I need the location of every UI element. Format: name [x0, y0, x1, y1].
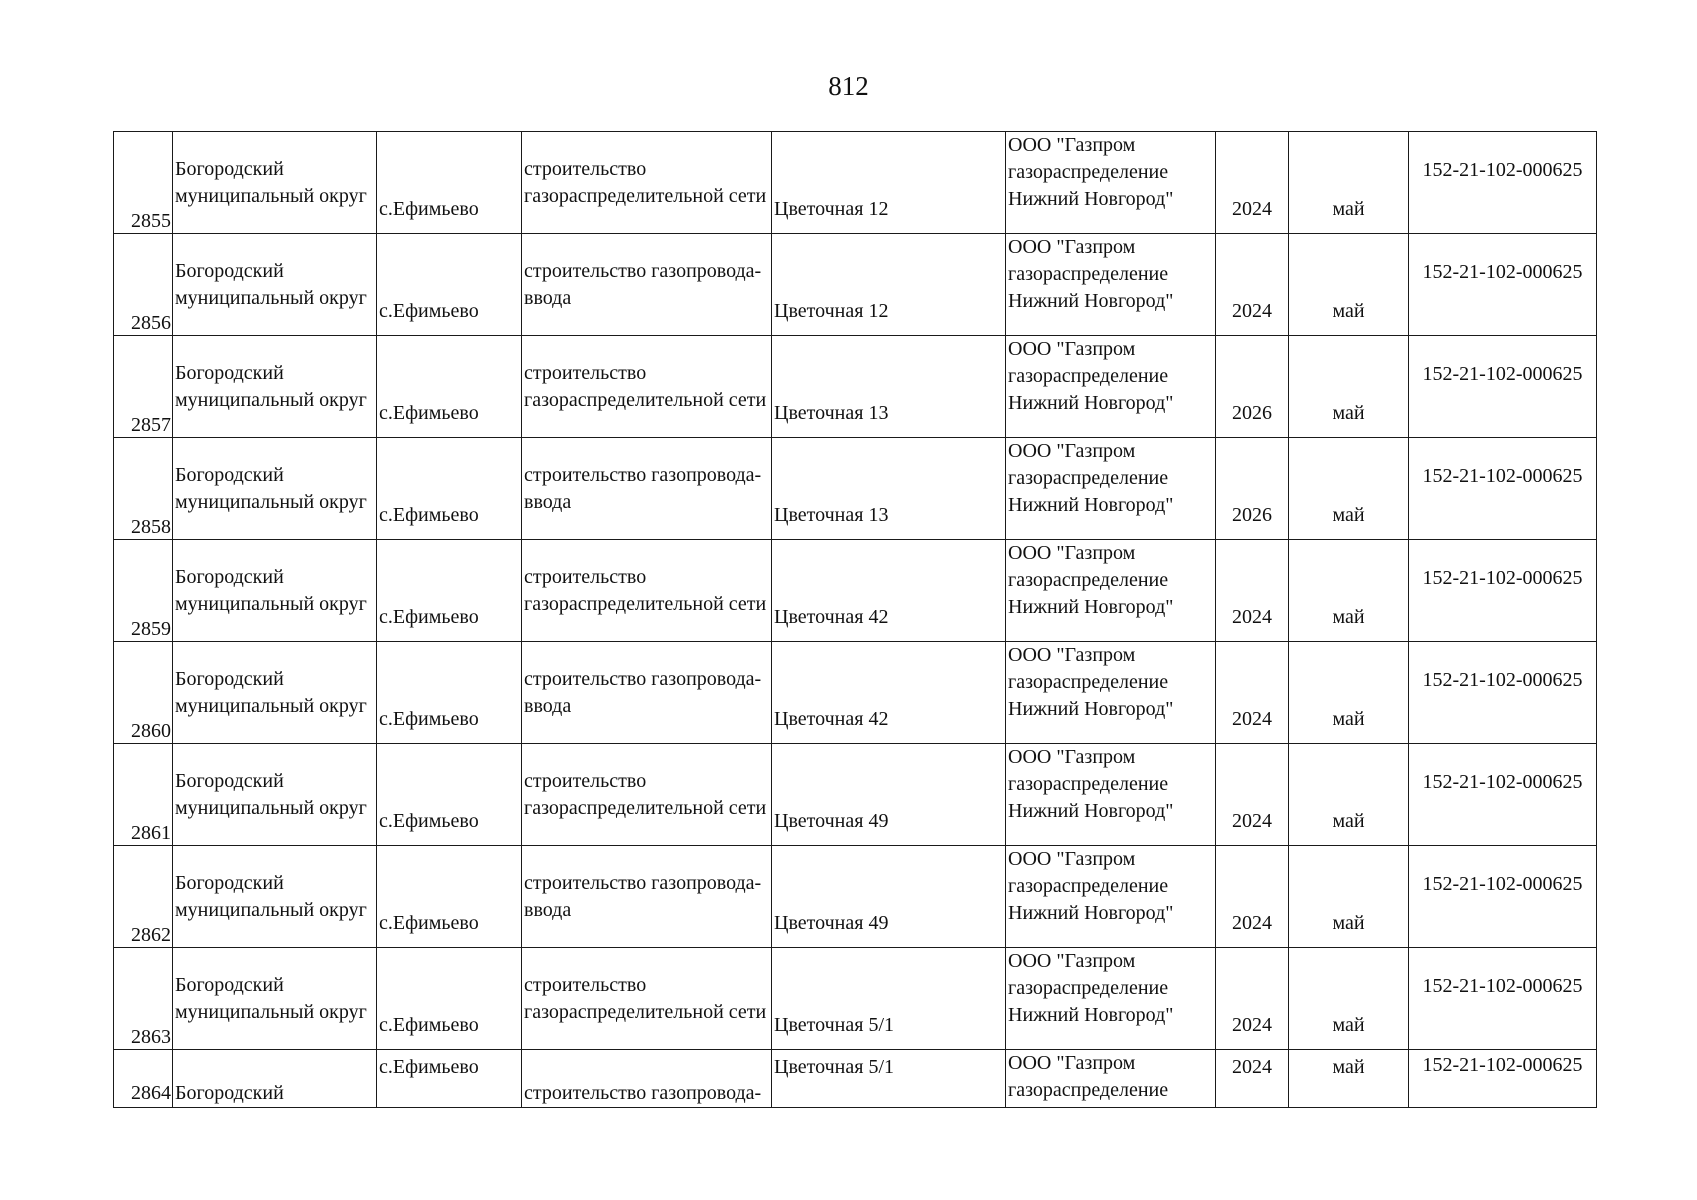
row-number-cell — [114, 642, 173, 744]
work-type-cell — [522, 234, 772, 336]
work-type-cell — [522, 336, 772, 438]
work-type-line: строительство — [524, 565, 647, 588]
month: май — [1332, 606, 1365, 628]
registry-code: 152-21-102-000625 — [1422, 669, 1583, 691]
organization-cell — [1006, 744, 1216, 846]
work-type-line: строительство — [524, 157, 647, 180]
registry-code: 152-21-102-000625 — [1422, 261, 1583, 283]
month-cell — [1289, 1050, 1409, 1108]
month-cell — [1289, 336, 1409, 438]
month-cell — [1289, 234, 1409, 336]
organization-line: ООО "Газпром — [1008, 338, 1136, 360]
street-address: Цветочная 5/1 — [774, 1056, 894, 1078]
settlement: с.Ефимьево — [379, 708, 479, 730]
settlement-cell — [377, 744, 522, 846]
organization-line: ООО "Газпром — [1008, 950, 1136, 972]
settlement-cell — [377, 1050, 522, 1108]
organization-line: Нижний Новгород" — [1008, 392, 1174, 414]
organization-cell — [1006, 642, 1216, 744]
row-number-cell — [114, 744, 173, 846]
district-line: Богородский — [175, 259, 284, 282]
work-type-cell — [522, 642, 772, 744]
month-cell — [1289, 846, 1409, 948]
district-cell — [173, 1050, 377, 1108]
year-cell — [1216, 336, 1289, 438]
district-cell — [173, 132, 377, 234]
code-cell — [1409, 948, 1597, 1050]
row-number: 2859 — [131, 618, 171, 640]
work-type-line: строительство газопровода- — [524, 259, 762, 282]
street-address: Цветочная 42 — [774, 606, 889, 628]
table-row — [114, 234, 1597, 336]
organization-cell — [1006, 132, 1216, 234]
settlement-cell — [377, 438, 522, 540]
street-address: Цветочная 5/1 — [774, 1014, 894, 1036]
street-address: Цветочная 12 — [774, 300, 889, 322]
row-number: 2861 — [131, 822, 171, 844]
district-line: Богородский — [175, 871, 284, 894]
month-cell — [1289, 744, 1409, 846]
code-cell — [1409, 1050, 1597, 1108]
work-type-cell — [522, 744, 772, 846]
settlement-cell — [377, 336, 522, 438]
year: 2024 — [1232, 1014, 1272, 1036]
work-type-cell — [522, 948, 772, 1050]
row-number: 2856 — [131, 312, 171, 334]
organization-line: ООО "Газпром — [1008, 542, 1136, 564]
year-cell — [1216, 438, 1289, 540]
organization-line: газораспределение — [1008, 977, 1169, 999]
district-line: Богородский — [175, 769, 284, 792]
settlement-cell — [377, 642, 522, 744]
organization-line: газораспределение — [1008, 875, 1169, 897]
month: май — [1332, 708, 1365, 730]
month-cell — [1289, 438, 1409, 540]
organization-line: ООО "Газпром — [1008, 848, 1136, 870]
district-cell — [173, 540, 377, 642]
street-address: Цветочная 12 — [774, 198, 889, 220]
work-type-line: газораспределительной сети — [524, 184, 767, 207]
work-type-cell — [522, 540, 772, 642]
year-cell — [1216, 234, 1289, 336]
settlement: с.Ефимьево — [379, 606, 479, 628]
street-cell — [772, 336, 1006, 438]
street-cell — [772, 438, 1006, 540]
work-type-line: строительство — [524, 973, 647, 996]
organization-line: ООО "Газпром — [1008, 440, 1136, 462]
code-cell — [1409, 234, 1597, 336]
row-number: 2858 — [131, 516, 171, 538]
organization-line: Нижний Новгород" — [1008, 596, 1174, 618]
row-number-cell — [114, 540, 173, 642]
work-type-cell — [522, 1050, 772, 1108]
organization-line: газораспределение — [1008, 161, 1169, 183]
registry-code: 152-21-102-000625 — [1422, 159, 1583, 181]
district-line: муниципальный округ — [175, 184, 367, 207]
district-cell — [173, 642, 377, 744]
street-address: Цветочная 49 — [774, 912, 889, 934]
settlement-cell — [377, 846, 522, 948]
settlement-cell — [377, 132, 522, 234]
year-cell — [1216, 642, 1289, 744]
street-address: Цветочная 42 — [774, 708, 889, 730]
code-cell — [1409, 744, 1597, 846]
year: 2024 — [1232, 198, 1272, 220]
organization-line: Нижний Новгород" — [1008, 902, 1174, 924]
settlement-cell — [377, 540, 522, 642]
organization-line: газораспределение — [1008, 773, 1169, 795]
registry-code: 152-21-102-000625 — [1422, 975, 1583, 997]
street-cell — [772, 846, 1006, 948]
district-cell — [173, 744, 377, 846]
row-number: 2855 — [131, 210, 171, 232]
street-cell — [772, 540, 1006, 642]
row-number: 2862 — [131, 924, 171, 946]
organization-line: газораспределение — [1008, 365, 1169, 387]
row-number-cell — [114, 438, 173, 540]
month: май — [1332, 1056, 1365, 1078]
year: 2024 — [1232, 300, 1272, 322]
registry-code: 152-21-102-000625 — [1422, 465, 1583, 487]
work-type-line: строительство газопровода- — [524, 667, 762, 690]
work-type-line: газораспределительной сети — [524, 388, 767, 411]
settlement: с.Ефимьево — [379, 504, 479, 526]
year-cell — [1216, 540, 1289, 642]
year-cell — [1216, 846, 1289, 948]
street-cell — [772, 234, 1006, 336]
district-line: муниципальный округ — [175, 694, 367, 717]
month-cell — [1289, 132, 1409, 234]
street-cell — [772, 1050, 1006, 1108]
month: май — [1332, 504, 1365, 526]
row-number: 2864 — [131, 1082, 171, 1104]
row-number-cell — [114, 132, 173, 234]
organization-cell — [1006, 846, 1216, 948]
organization-line: газораспределение — [1008, 1079, 1169, 1101]
district-line: муниципальный округ — [175, 490, 367, 513]
year-cell — [1216, 132, 1289, 234]
code-cell — [1409, 336, 1597, 438]
street-address: Цветочная 13 — [774, 504, 889, 526]
district-line: Богородский — [175, 361, 284, 384]
table-row — [114, 438, 1597, 540]
row-number-cell — [114, 948, 173, 1050]
row-number: 2863 — [131, 1026, 171, 1048]
work-type-line: строительство — [524, 361, 647, 384]
organization-cell — [1006, 1050, 1216, 1108]
street-cell — [772, 642, 1006, 744]
month: май — [1332, 810, 1365, 832]
month-cell — [1289, 948, 1409, 1050]
work-type-line: строительство газопровода- — [524, 463, 762, 486]
district-line: муниципальный округ — [175, 286, 367, 309]
registry-code: 152-21-102-000625 — [1422, 1054, 1583, 1076]
code-cell — [1409, 132, 1597, 234]
district-line: Богородский — [175, 973, 284, 996]
year-cell — [1216, 948, 1289, 1050]
organization-line: газораспределение — [1008, 671, 1169, 693]
district-cell — [173, 846, 377, 948]
street-address: Цветочная 13 — [774, 402, 889, 424]
district-line: Богородский — [175, 1082, 284, 1104]
street-cell — [772, 744, 1006, 846]
month: май — [1332, 198, 1365, 220]
row-number: 2857 — [131, 414, 171, 436]
table-row — [114, 846, 1597, 948]
page-number: 812 — [828, 71, 869, 101]
work-type-line: газораспределительной сети — [524, 592, 767, 615]
organization-line: Нижний Новгород" — [1008, 494, 1174, 516]
table-body — [114, 132, 1597, 1108]
district-cell — [173, 234, 377, 336]
settlement: с.Ефимьево — [379, 1014, 479, 1036]
month: май — [1332, 300, 1365, 322]
organization-line: газораспределение — [1008, 569, 1169, 591]
organization-line: ООО "Газпром — [1008, 746, 1136, 768]
settlement-cell — [377, 234, 522, 336]
month-cell — [1289, 642, 1409, 744]
month: май — [1332, 912, 1365, 934]
organization-line: ООО "Газпром — [1008, 236, 1136, 258]
month: май — [1332, 1014, 1365, 1036]
year-cell — [1216, 1050, 1289, 1108]
organization-line: газораспределение — [1008, 467, 1169, 489]
district-cell — [173, 948, 377, 1050]
work-type-line: газораспределительной сети — [524, 796, 767, 819]
work-type-cell — [522, 132, 772, 234]
month: май — [1332, 402, 1365, 424]
row-number-cell — [114, 234, 173, 336]
district-line: Богородский — [175, 667, 284, 690]
row-number: 2860 — [131, 720, 171, 742]
table-row — [114, 948, 1597, 1050]
organization-line: ООО "Газпром — [1008, 1052, 1136, 1074]
settlement: с.Ефимьево — [379, 810, 479, 832]
code-cell — [1409, 642, 1597, 744]
code-cell — [1409, 846, 1597, 948]
work-type-cell — [522, 846, 772, 948]
district-line: Богородский — [175, 463, 284, 486]
district-cell — [173, 438, 377, 540]
settlement: с.Ефимьево — [379, 1056, 479, 1078]
row-number-cell — [114, 1050, 173, 1108]
row-number-cell — [114, 846, 173, 948]
table-row — [114, 540, 1597, 642]
organization-cell — [1006, 234, 1216, 336]
table-row — [114, 336, 1597, 438]
row-number-cell — [114, 336, 173, 438]
register-table — [113, 131, 1597, 1108]
year: 2024 — [1232, 810, 1272, 832]
table-row — [114, 132, 1597, 234]
work-type-line: ввода — [524, 286, 572, 309]
organization-line: Нижний Новгород" — [1008, 1004, 1174, 1026]
year-cell — [1216, 744, 1289, 846]
settlement: с.Ефимьево — [379, 198, 479, 220]
district-line: муниципальный округ — [175, 388, 367, 411]
organization-cell — [1006, 540, 1216, 642]
street-address: Цветочная 49 — [774, 810, 889, 832]
table-row — [114, 744, 1597, 846]
district-line: муниципальный округ — [175, 898, 367, 921]
code-cell — [1409, 540, 1597, 642]
table-row — [114, 1050, 1597, 1108]
organization-line: ООО "Газпром — [1008, 134, 1136, 156]
organization-line: Нижний Новгород" — [1008, 188, 1174, 210]
year: 2024 — [1232, 912, 1272, 934]
organization-cell — [1006, 438, 1216, 540]
year: 2026 — [1232, 402, 1272, 424]
registry-code: 152-21-102-000625 — [1422, 363, 1583, 385]
table-row — [114, 642, 1597, 744]
code-cell — [1409, 438, 1597, 540]
organization-line: Нижний Новгород" — [1008, 698, 1174, 720]
work-type-line: строительство — [524, 769, 647, 792]
year: 2026 — [1232, 504, 1272, 526]
year: 2024 — [1232, 1056, 1272, 1078]
work-type-line: строительство газопровода- — [524, 1082, 762, 1104]
year: 2024 — [1232, 708, 1272, 730]
settlement: с.Ефимьево — [379, 300, 479, 322]
settlement-cell — [377, 948, 522, 1050]
work-type-line: ввода — [524, 898, 572, 921]
district-line: Богородский — [175, 565, 284, 588]
settlement: с.Ефимьево — [379, 912, 479, 934]
district-cell — [173, 336, 377, 438]
work-type-cell — [522, 438, 772, 540]
work-type-line: газораспределительной сети — [524, 1000, 767, 1023]
district-line: муниципальный округ — [175, 592, 367, 615]
registry-code: 152-21-102-000625 — [1422, 873, 1583, 895]
work-type-line: ввода — [524, 694, 572, 717]
organization-line: газораспределение — [1008, 263, 1169, 285]
district-line: Богородский — [175, 157, 284, 180]
organization-cell — [1006, 948, 1216, 1050]
street-cell — [772, 948, 1006, 1050]
district-line: муниципальный округ — [175, 1000, 367, 1023]
registry-code: 152-21-102-000625 — [1422, 771, 1583, 793]
organization-line: Нижний Новгород" — [1008, 800, 1174, 822]
organization-line: Нижний Новгород" — [1008, 290, 1174, 312]
work-type-line: строительство газопровода- — [524, 871, 762, 894]
organization-line: ООО "Газпром — [1008, 644, 1136, 666]
registry-code: 152-21-102-000625 — [1422, 567, 1583, 589]
settlement: с.Ефимьево — [379, 402, 479, 424]
month-cell — [1289, 540, 1409, 642]
organization-cell — [1006, 336, 1216, 438]
work-type-line — [524, 1053, 771, 1080]
work-type-line: ввода — [524, 490, 572, 513]
district-line: муниципальный округ — [175, 796, 367, 819]
year: 2024 — [1232, 606, 1272, 628]
street-cell — [772, 132, 1006, 234]
